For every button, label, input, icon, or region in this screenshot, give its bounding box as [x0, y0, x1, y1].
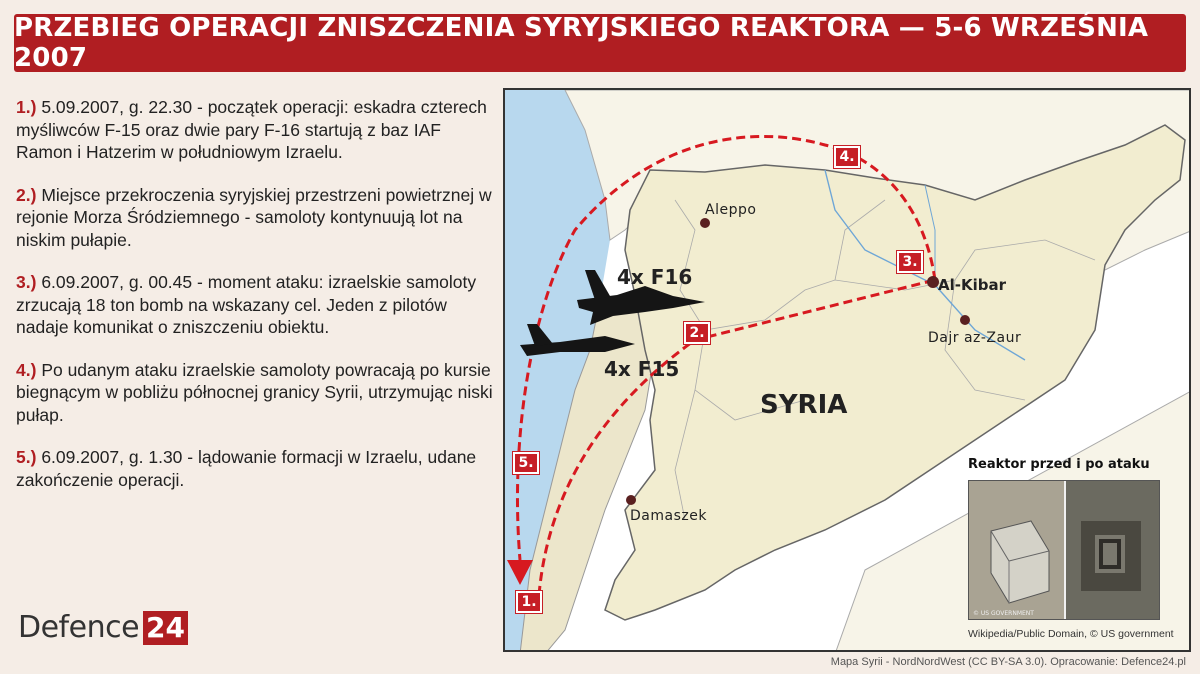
step-3: [16, 271, 496, 339]
logo-number: 24: [143, 611, 188, 645]
map-credit: Mapa Syrii - NordNordWest (CC BY-SA 3.0). Opracowanie: Defence24.pl: [830, 656, 1186, 668]
inset-credit: Wikipedia/Public Domain, © US government: [968, 628, 1174, 640]
logo-word: Defence: [18, 610, 140, 645]
label-alkibar: Al-Kibar: [938, 276, 1006, 294]
step-number: 1.): [16, 97, 37, 117]
reactor-photo-svg: [969, 481, 1160, 620]
step-number: 4.): [16, 359, 37, 380]
step-number: 2.): [16, 184, 37, 205]
steps-list: [16, 96, 496, 511]
label-damaszek: Damaszek: [630, 508, 707, 524]
inset-title: Reaktor przed i po ataku: [968, 457, 1150, 472]
step-text: 5.09.2007, g. 22.30 - początek operacji: eskadra czterech myśliwców F-15 oraz dwie pary F-16 startują z baz IAF Ramon i Hatzerim w południowym Izraelu.: [16, 97, 487, 162]
step-text: Po udanym ataku izraelskie samoloty powracają po kursie biegnącym w pobliżu północnej granicy Syrii, utrzymując niski pułap.: [16, 359, 493, 425]
step-text: 6.09.2007, g. 1.30 - lądowanie formacji w Izraelu, udane zakończenie operacji.: [16, 447, 477, 490]
photo-credit-tiny: © US GOVERNMENT: [973, 610, 1034, 617]
label-f15: 4x F15: [604, 357, 680, 381]
marker-3: 3.: [897, 251, 923, 273]
label-f16: 4x F16: [617, 265, 693, 289]
dajr-dot: [960, 315, 970, 325]
damaszek-dot: [626, 495, 636, 505]
step-5: [16, 446, 496, 491]
step-2: [16, 184, 496, 252]
label-syria: SYRIA: [760, 390, 848, 420]
step-number: 5.): [16, 447, 37, 467]
marker-4: 4.: [834, 146, 860, 168]
step-text: Miejsce przekroczenia syryjskiej przestrzeni powietrznej w rejonie Morza Śródziemnego - samoloty kontynuują lot na niskim pułapie.: [16, 184, 492, 250]
defence24-logo: [18, 610, 188, 645]
marker-2: 2.: [684, 322, 710, 344]
step-1: [16, 96, 496, 164]
title-bar: [14, 14, 1186, 72]
label-dajr: Dajr az-Zaur: [928, 330, 1022, 346]
marker-1: 1.: [516, 591, 542, 613]
reactor-photo: [968, 480, 1160, 620]
step-number: 3.): [16, 272, 37, 292]
page-title: PRZEBIEG OPERACJI ZNISZCZENIA SYRYJSKIEGO REAKTORA — 5-6 WRZEŚNIA 2007: [14, 13, 1149, 73]
aleppo-dot: [700, 218, 710, 228]
step-text: 6.09.2007, g. 00.45 - moment ataku: izraelskie samoloty zrzucają 18 ton bomb na wskazany cel. Jeden z pilotów nadaje komunikat o zniszczeniu obiektu.: [16, 272, 477, 337]
step-4: [16, 359, 496, 427]
marker-5: 5.: [513, 452, 539, 474]
label-aleppo: Aleppo: [705, 202, 757, 218]
